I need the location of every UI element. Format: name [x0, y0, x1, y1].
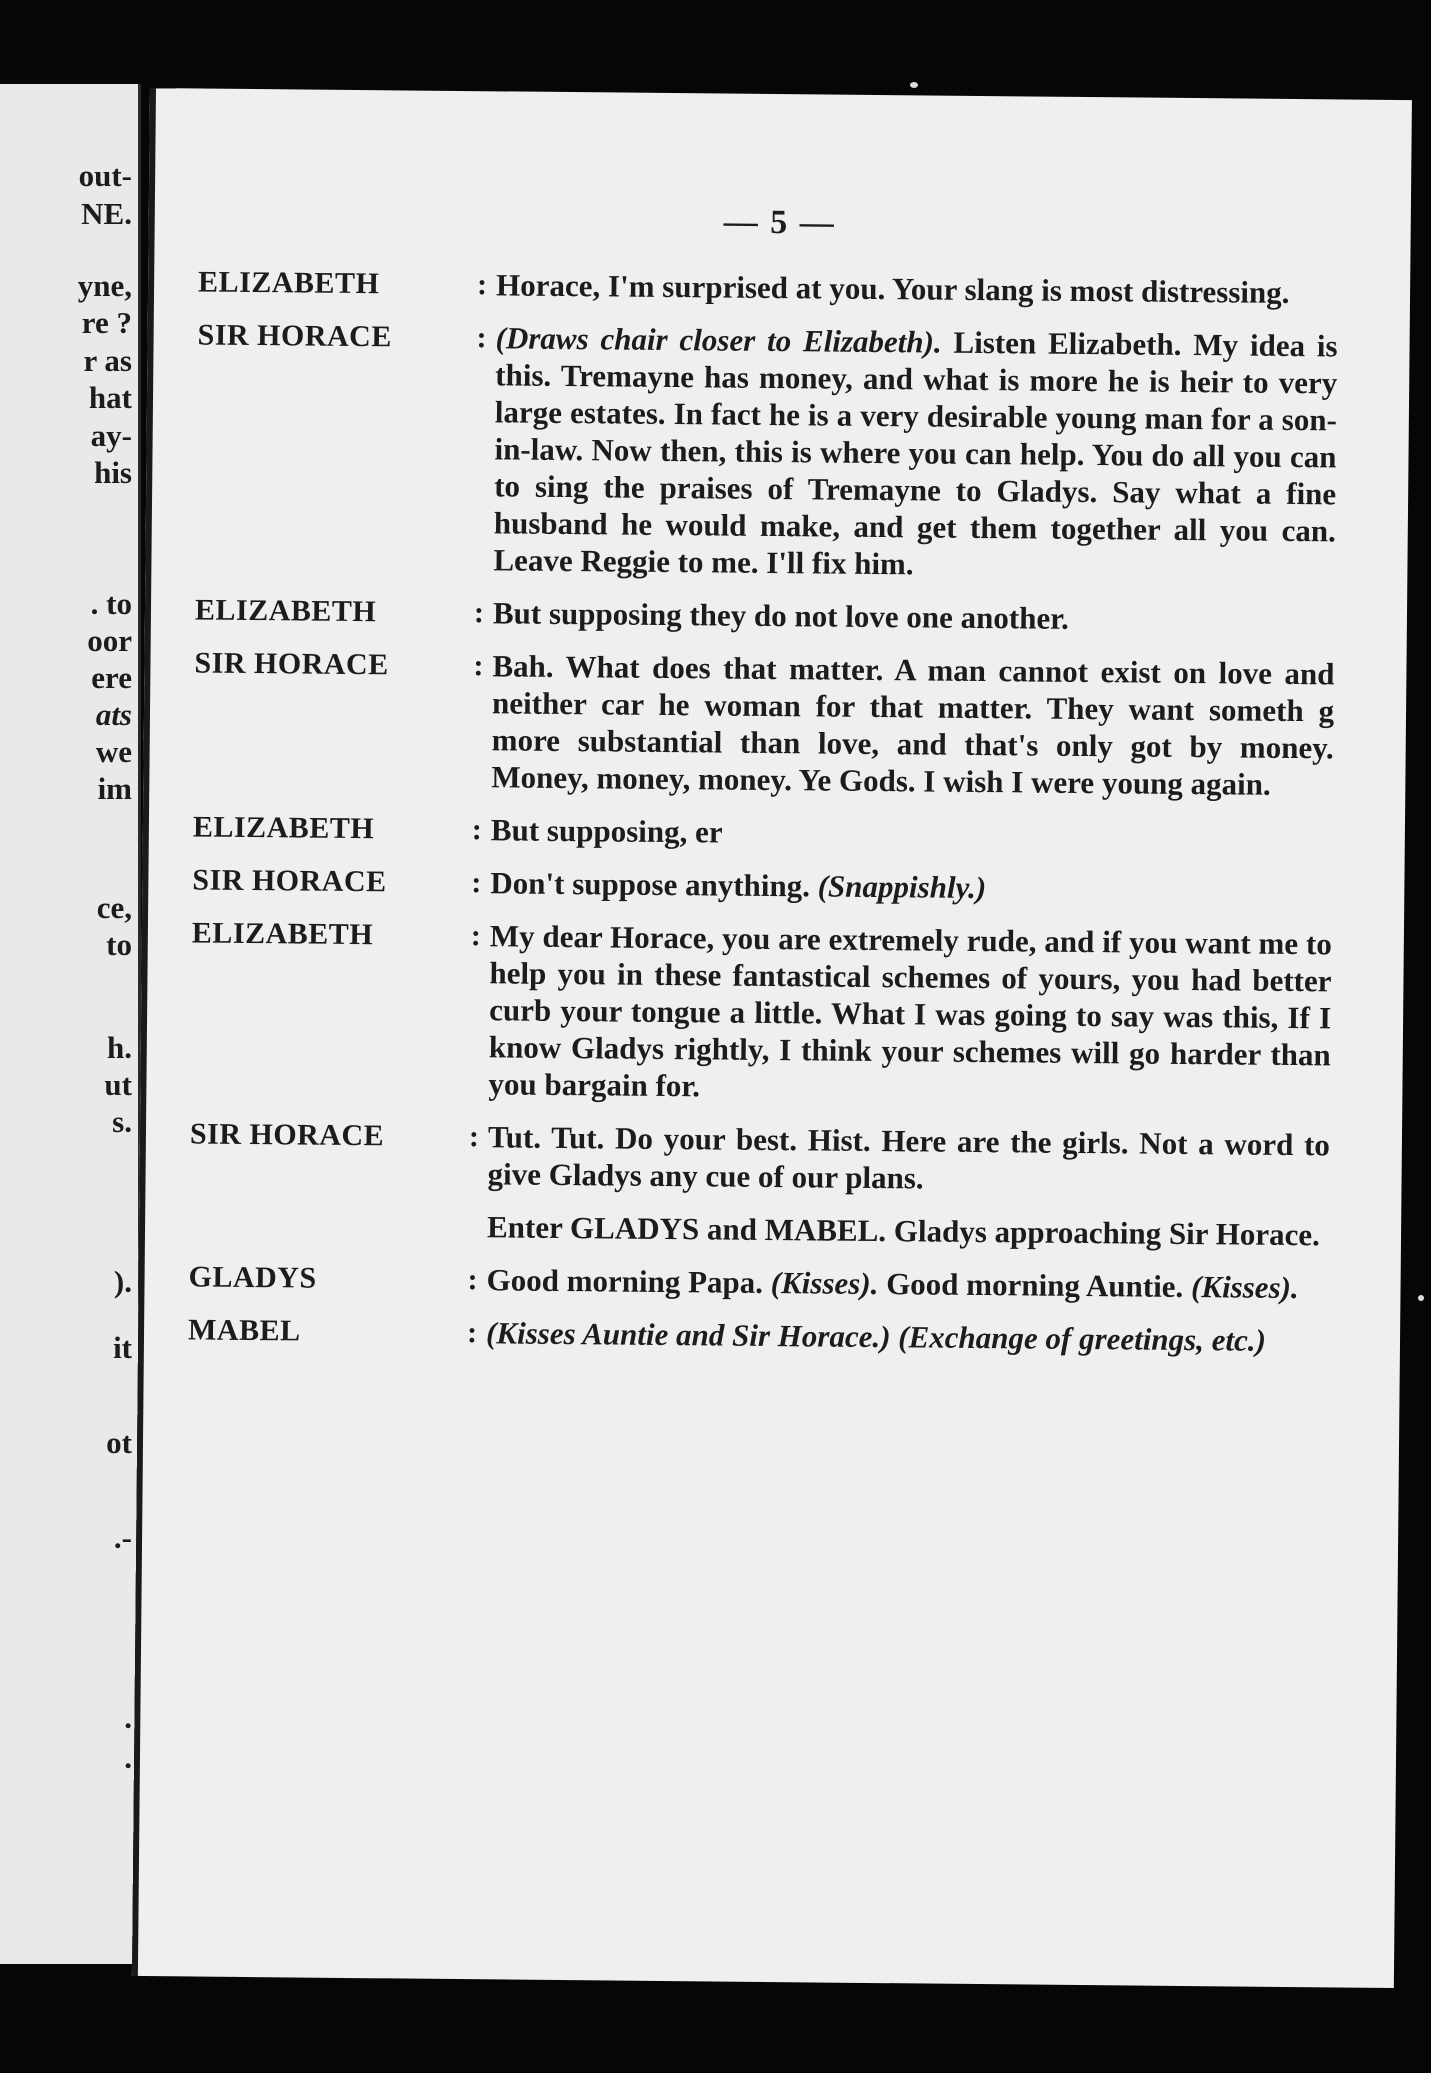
- speaker-name: SIR HORACE: [189, 1117, 385, 1153]
- dialogue-text: [487, 1208, 1329, 1253]
- speaker-name: ELIZABETH: [192, 810, 375, 846]
- speaker-colon: :: [473, 596, 485, 630]
- left-page-line: to: [106, 927, 132, 962]
- stage-direction: (Snappishly.): [817, 868, 987, 906]
- dialogue-entry: [188, 1311, 1328, 1359]
- left-page-line: it: [113, 1330, 132, 1365]
- dialogue-text: [486, 1261, 1328, 1306]
- speaker-colon: :: [471, 813, 483, 847]
- left-page-line: ats: [95, 697, 132, 732]
- left-page-line: his: [94, 455, 132, 490]
- speaker-name: GLADYS: [188, 1260, 317, 1295]
- dialogue-entry: [195, 316, 1337, 586]
- speaker-name: ELIZABETH: [191, 916, 374, 952]
- left-page-line: ay-: [90, 418, 132, 453]
- speaker-colon: :: [473, 649, 484, 683]
- dialogue-text: [491, 647, 1334, 803]
- left-page-fragment: [0, 84, 141, 1964]
- dialogue-text: [496, 266, 1338, 311]
- stage-direction-entry: [189, 1205, 1329, 1253]
- left-page-line: r as: [83, 343, 132, 378]
- dialogue-entry: [188, 1258, 1328, 1306]
- dialogue-text: [490, 864, 1332, 909]
- dust-speck: [910, 82, 918, 88]
- stage-direction: (Kisses).: [1190, 1269, 1299, 1306]
- left-page-line: . to: [90, 586, 132, 621]
- spoken-text: Bah. What does that matter. A man cannot exist on love and neither car he woman for that matter. They want someth g more substantial than love, and that's only got by money. Money, money, money. Ye Gods. I wish I were young again.: [491, 648, 1335, 802]
- dialogue-text: [488, 917, 1332, 1110]
- speaker-colon: :: [476, 268, 488, 302]
- speaker-name: ELIZABETH: [194, 593, 377, 629]
- dialogue-entry: [193, 808, 1333, 856]
- spoken-text: Horace, I'm surprised at you. Your slang is most distressing.: [495, 267, 1290, 310]
- script-dialogue: [188, 263, 1339, 1375]
- dialogue-entry: [195, 591, 1335, 639]
- left-page-line: .: [124, 1700, 132, 1735]
- speaker-colon: :: [471, 866, 482, 900]
- left-page-line: out-: [78, 158, 132, 193]
- page-number: — 5 —: [723, 203, 836, 242]
- left-page-line: we: [95, 734, 132, 769]
- spoken-text: My dear Horace, you are extremely rude, and if you want me to help you in these fantastical schemes of yours, you had better curb your tongue a little. What I was going to say was this, If I know Gladys rightly, I think your schemes will go harder than you bargain for.: [488, 918, 1333, 1104]
- speaker-name: SIR HORACE: [194, 646, 389, 682]
- speaker-colon: :: [468, 1120, 480, 1154]
- spoken-text: But supposing they do not love one another.: [492, 595, 1070, 636]
- left-page-line: s.: [112, 1104, 132, 1139]
- stage-direction: (Kisses).: [770, 1265, 879, 1302]
- left-page-line: ut: [104, 1067, 132, 1102]
- dialogue-entry: [193, 644, 1334, 803]
- left-page-line: h.: [107, 1030, 132, 1065]
- speaker-name: MABEL: [187, 1313, 301, 1348]
- spoken-text: But supposing, er: [490, 812, 723, 850]
- left-page-line: ).: [113, 1264, 132, 1299]
- dust-speck: [1418, 1295, 1424, 1301]
- spoken-text: Good morning Papa.: [486, 1262, 771, 1301]
- left-page-line: re ?: [81, 305, 132, 340]
- left-page-line: ot: [106, 1425, 132, 1460]
- speaker-name: ELIZABETH: [197, 265, 380, 301]
- dialogue-entry: [198, 263, 1338, 311]
- left-page-line: NE.: [81, 196, 132, 231]
- left-page-line: .-: [113, 1520, 132, 1555]
- spoken-text: Good morning Auntie.: [878, 1266, 1192, 1305]
- dialogue-text: [487, 1118, 1330, 1200]
- dialogue-entry: [190, 914, 1332, 1110]
- speaker-colon: :: [476, 321, 487, 355]
- stage-direction: (Draws chair closer to Elizabeth).: [495, 320, 942, 360]
- dialogue-text: [491, 811, 1333, 856]
- speaker-colon: :: [470, 919, 482, 953]
- left-page-line: yne,: [77, 268, 132, 303]
- left-page-line: ere: [91, 660, 132, 695]
- left-page-line: oor: [87, 623, 132, 658]
- stage-direction: (Kisses Auntie and Sir Horace.) (Exchange of greetings, etc.): [485, 1315, 1267, 1358]
- spoken-text: Listen Elizabeth. My idea is this. Tremayne has money, and what is more he is heir to very large estates. In fact he is a very desirable young man for a son-in-law. Now then, this is where you can help. You do all you can to sing the praises of Tremayne to Gladys. Say what a fine husband he would make, and get them together all you can. Leave Reggie to me. I'll fix him.: [493, 324, 1338, 582]
- dialogue-entry: [192, 861, 1332, 909]
- dialogue-entry: [189, 1115, 1330, 1200]
- speaker-name: SIR HORACE: [192, 863, 387, 899]
- spoken-text: Don't suppose anything.: [490, 865, 818, 904]
- left-page-line: hat: [88, 380, 132, 415]
- speaker-colon: :: [466, 1316, 478, 1350]
- spoken-text: Enter GLADYS and MABEL. Gladys approaching Sir Horace.: [486, 1209, 1321, 1253]
- spoken-text: Tut. Tut. Do your best. Hist. Here are the girls. Not a word to give Gladys any cue of our plans.: [487, 1119, 1331, 1196]
- dialogue-text: [493, 594, 1335, 639]
- right-page: [132, 88, 1412, 1988]
- dialogue-text: [493, 319, 1337, 586]
- speaker-colon: :: [467, 1263, 478, 1297]
- left-page-line: im: [97, 771, 132, 806]
- left-page-line: .: [124, 1740, 132, 1775]
- left-page-line: ce,: [96, 890, 132, 925]
- dialogue-text: [486, 1314, 1328, 1359]
- speaker-name: SIR HORACE: [197, 318, 392, 354]
